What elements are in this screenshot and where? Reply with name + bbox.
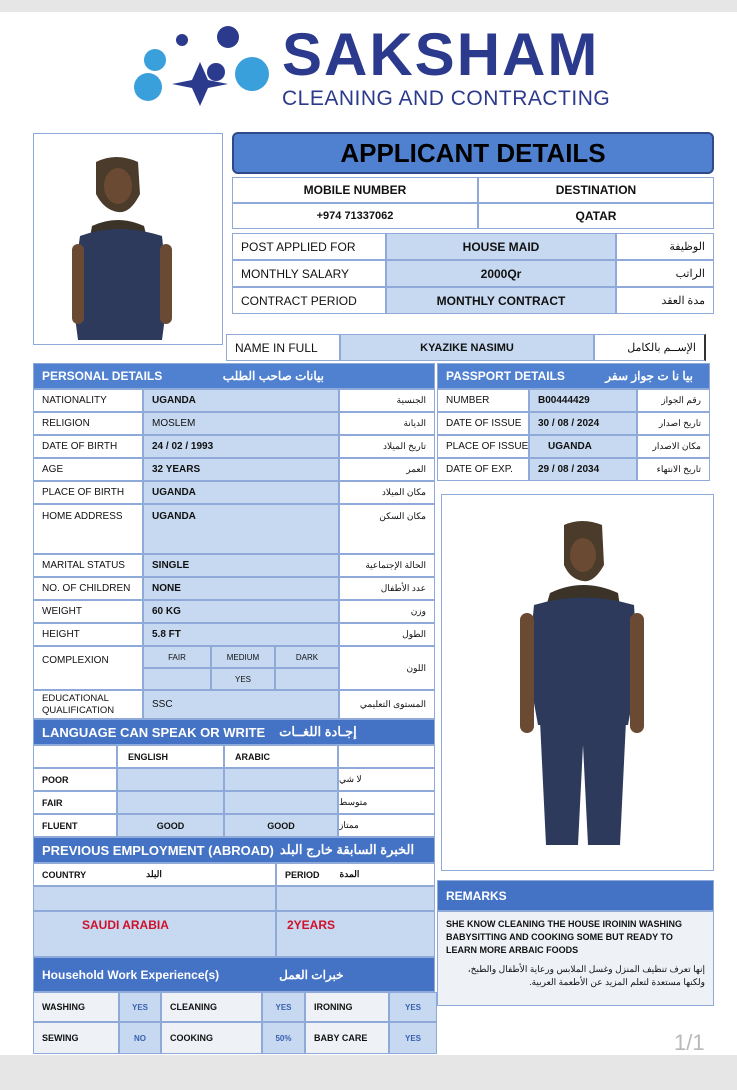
personal-label-ar: العمر — [339, 458, 435, 481]
language-level-ar: متوسط — [338, 791, 435, 814]
language-level: FLUENT — [33, 814, 117, 837]
personal-label: WEIGHT — [33, 600, 143, 623]
complexion-option: FAIR — [143, 646, 211, 668]
logo — [130, 22, 280, 107]
language-english-value — [117, 791, 224, 814]
personal-label: HOME ADDRESS — [33, 504, 143, 554]
employment-header — [33, 837, 435, 863]
passport-details-title: PASSPORT DETAILS — [446, 369, 565, 383]
language-col-arabic: ARABIC — [224, 745, 338, 768]
personal-value: SINGLE — [143, 554, 339, 577]
personal-value: UGANDA — [143, 504, 339, 554]
personal-label-ar: مكان الميلاد — [339, 481, 435, 504]
remarks-body — [437, 911, 714, 1006]
language-english-value: GOOD — [117, 814, 224, 837]
employment-country-value: SAUDI ARABIA — [33, 911, 276, 957]
employment-row-empty — [33, 886, 276, 911]
personal-value: 5.8 FT — [143, 623, 339, 646]
household-task: IRONING — [305, 992, 389, 1022]
employment-row-empty — [276, 886, 435, 911]
language-col-english: ENGLISH — [117, 745, 224, 768]
applicant-photo-full-body — [441, 494, 714, 871]
household-header — [33, 957, 435, 992]
name-label-ar: الإســم بالكامل — [594, 334, 706, 361]
language-english-value — [117, 768, 224, 791]
education-label-ar: المستوى التعليمي — [339, 690, 435, 719]
personal-value: UGANDA — [143, 389, 339, 412]
personal-label-ar: تاريخ الميلاد — [339, 435, 435, 458]
language-title: LANGUAGE CAN SPEAK OR WRITE — [42, 724, 266, 740]
bottom-strip — [0, 1055, 737, 1090]
personal-label-ar: عدد الأطفال — [339, 577, 435, 600]
brand-tagline: CLEANING AND CONTRACTING — [282, 87, 611, 110]
passport-value: 29 / 08 / 2034 — [529, 458, 637, 481]
remarks-text-ar: إنها تعرف تنظيف المنزل وغسل الملابس ورعاية الأطفال والطبخ، ولكنها مستعدة لتعلم المزيد عن الأطعمة العربية. — [467, 964, 705, 987]
personal-label-ar: الطول — [339, 623, 435, 646]
mobile-number-value: +974 71337062 — [232, 203, 478, 229]
household-value: NO — [119, 1022, 161, 1054]
household-title-ar: خبرات العمل — [279, 967, 344, 982]
language-arabic-value — [224, 768, 338, 791]
destination-value: QATAR — [478, 203, 714, 229]
household-value: YES — [389, 1022, 437, 1054]
personal-label: NO. OF CHILDREN — [33, 577, 143, 600]
complexion-option: DARK — [275, 646, 339, 668]
passport-label: PLACE OF ISSUE — [437, 435, 529, 458]
personal-label-ar: الحالة الإجتماعية — [339, 554, 435, 577]
job-label-ar: الوظيفة — [616, 233, 714, 260]
household-value: YES — [262, 992, 305, 1022]
personal-label: DATE OF BIRTH — [33, 435, 143, 458]
household-value: YES — [389, 992, 437, 1022]
employment-title-ar: الخبرة السابقة خارج البلد — [279, 842, 415, 857]
personal-value: MOSLEM — [143, 412, 339, 435]
household-value: 50% — [262, 1022, 305, 1054]
personal-label: RELIGION — [33, 412, 143, 435]
name-value: KYAZIKE NASIMU — [340, 334, 594, 361]
complexion-empty — [275, 668, 339, 690]
personal-label-ar: وزن — [339, 600, 435, 623]
household-task: WASHING — [33, 992, 119, 1022]
personal-details-title-ar: بيانات صاحب الطلب — [222, 369, 324, 383]
logo-mark-icon — [130, 22, 280, 107]
job-label-ar: الراتب — [616, 260, 714, 287]
page-indicator: 1/1 — [674, 1030, 705, 1055]
top-strip — [0, 0, 737, 12]
passport-details-header — [437, 363, 710, 389]
household-value: YES — [119, 992, 161, 1022]
personal-label-ar: الديانة — [339, 412, 435, 435]
language-corner-ar — [338, 745, 435, 768]
language-corner — [33, 745, 117, 768]
employment-period-label: PERIOD — [285, 869, 320, 880]
personal-value: UGANDA — [143, 481, 339, 504]
personal-value: 32 YEARS — [143, 458, 339, 481]
passport-value: UGANDA — [529, 435, 637, 458]
language-level-ar: لا شي — [338, 768, 435, 791]
personal-details-title: PERSONAL DETAILS — [42, 369, 163, 383]
language-level: POOR — [33, 768, 117, 791]
complexion-empty — [143, 668, 211, 690]
job-label-ar: مدة العقد — [616, 287, 714, 314]
complexion-option: MEDIUM — [211, 646, 275, 668]
remarks-text-en: SHE KNOW CLEANING THE HOUSE IROININ WASHING BABYSITTING AND COOKING SOME BUT READY TO LEARN MORE ARBAIC FOODS — [446, 919, 683, 955]
household-task: CLEANING — [161, 992, 262, 1022]
passport-label-ar: تاريخ الانتهاء — [637, 458, 710, 481]
language-arabic-value: GOOD — [224, 814, 338, 837]
personal-label: PLACE OF BIRTH — [33, 481, 143, 504]
employment-period-label-ar: المدة — [339, 869, 360, 879]
personal-label: HEIGHT — [33, 623, 143, 646]
employment-period-value: 2YEARS — [276, 911, 435, 957]
employment-country-header — [33, 863, 276, 886]
language-arabic-value — [224, 791, 338, 814]
household-task: COOKING — [161, 1022, 262, 1054]
personal-label: AGE — [33, 458, 143, 481]
personal-label: NATIONALITY — [33, 389, 143, 412]
job-value: MONTHLY CONTRACT — [386, 287, 616, 314]
passport-label: DATE OF ISSUE — [437, 412, 529, 435]
employment-country-label-ar: البلد — [146, 869, 162, 879]
complexion-selected: YES — [211, 668, 275, 690]
job-value: HOUSE MAID — [386, 233, 616, 260]
job-label: CONTRACT PERIOD — [232, 287, 386, 314]
personal-value: 60 KG — [143, 600, 339, 623]
employment-period-header — [276, 863, 435, 886]
applicant-photo-portrait — [33, 133, 223, 345]
brand-name: SAKSHAM — [282, 21, 600, 88]
language-level-ar: ممتاز — [338, 814, 435, 837]
job-label: POST APPLIED FOR — [232, 233, 386, 260]
personal-label-ar: مكان السكن — [339, 504, 435, 554]
passport-label: DATE OF EXP. — [437, 458, 529, 481]
job-value: 2000Qr — [386, 260, 616, 287]
destination-label: DESTINATION — [478, 177, 714, 203]
passport-label: NUMBER — [437, 389, 529, 412]
language-title-ar: إجـادة اللغــات — [279, 724, 357, 739]
personal-value: 24 / 02 / 1993 — [143, 435, 339, 458]
education-label: EDUCATIONAL QUALIFICATION — [33, 690, 143, 719]
personal-label-ar: الجنسية — [339, 389, 435, 412]
household-task: BABY CARE — [305, 1022, 389, 1054]
passport-value: 30 / 08 / 2024 — [529, 412, 637, 435]
personal-details-header — [33, 363, 435, 389]
language-level: FAIR — [33, 791, 117, 814]
education-value: SSC — [143, 690, 339, 719]
complexion-label-ar: اللون — [339, 646, 435, 690]
household-task: SEWING — [33, 1022, 119, 1054]
job-label: MONTHLY SALARY — [232, 260, 386, 287]
page-title: APPLICANT DETAILS — [232, 132, 714, 174]
passport-details-title-ar: بيا نا ت جواز سفر — [605, 369, 693, 383]
name-label: NAME IN FULL — [226, 334, 340, 361]
personal-value: NONE — [143, 577, 339, 600]
personal-label: MARITAL STATUS — [33, 554, 143, 577]
passport-label-ar: تاريخ اصدار — [637, 412, 710, 435]
employment-country-label: COUNTRY — [42, 869, 87, 880]
passport-label-ar: مكان الاصدار — [637, 435, 710, 458]
mobile-number-label: MOBILE NUMBER — [232, 177, 478, 203]
language-header — [33, 719, 435, 745]
passport-value: B00444429 — [529, 389, 637, 412]
household-title: Household Work Experience(s) — [42, 967, 220, 982]
remarks-header: REMARKS — [437, 880, 714, 911]
employment-title: PREVIOUS EMPLOYMENT (ABROAD) — [42, 842, 274, 858]
complexion-label: COMPLEXION — [33, 646, 143, 690]
passport-label-ar: رقم الجواز — [637, 389, 710, 412]
